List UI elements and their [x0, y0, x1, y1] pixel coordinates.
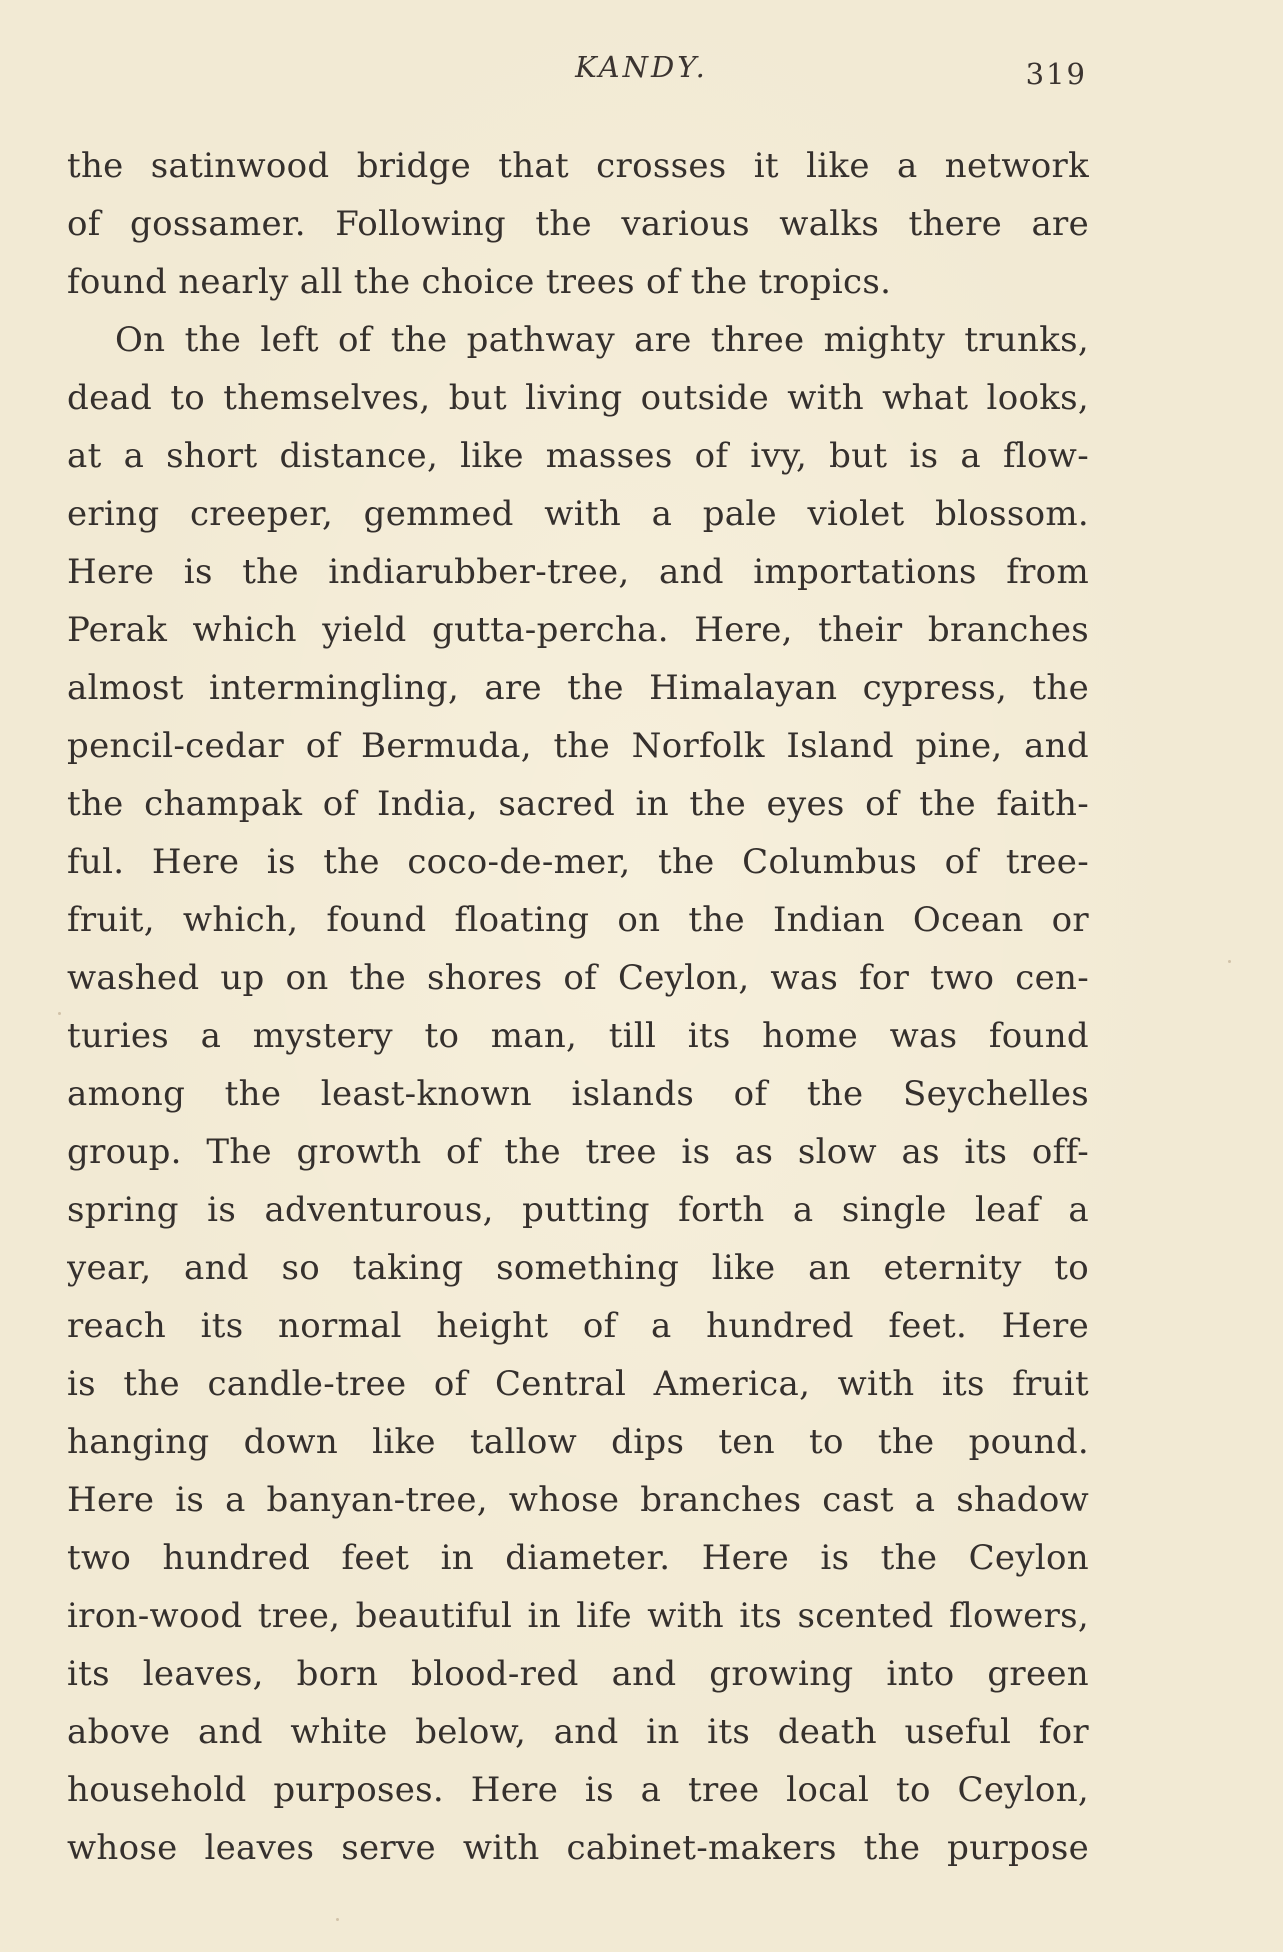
text-line: washed up on the shores of Ceylon, was for two cen-	[67, 958, 1089, 998]
text-line: the champak of India, sacred in the eyes of the faith-	[67, 784, 1089, 824]
text-line: at a short distance, like masses of ivy, but is a flow-	[67, 436, 1089, 476]
page-number: 319	[1025, 57, 1087, 91]
text-line: group. The growth of the tree is as slow as its off-	[67, 1132, 1089, 1172]
text-line: of gossamer. Following the various walks there are	[67, 204, 1089, 244]
text-line: hanging down like tallow dips ten to the pound.	[67, 1422, 1089, 1462]
text-line: among the least-known islands of the Seychelles	[67, 1074, 1089, 1114]
text-line: whose leaves serve with cabinet-makers the purpose	[67, 1828, 1089, 1868]
text-line: dead to themselves, but living outside with what looks,	[67, 378, 1089, 418]
paper-speck	[58, 1012, 61, 1015]
text-line: reach its normal height of a hundred feet. Here	[67, 1306, 1089, 1346]
text-line: almost intermingling, are the Himalayan cypress, the	[67, 668, 1089, 708]
text-line: iron-wood tree, beautiful in life with its scented flowers,	[67, 1596, 1089, 1636]
text-line: above and white below, and in its death useful for	[67, 1712, 1089, 1752]
text-line: its leaves, born blood-red and growing into green	[67, 1654, 1089, 1694]
text-line: two hundred feet in diameter. Here is the Ceylon	[67, 1538, 1089, 1578]
text-line: household purposes. Here is a tree local to Ceylon,	[67, 1770, 1089, 1810]
running-title: KANDY.	[575, 50, 708, 84]
text-line: ering creeper, gemmed with a pale violet blossom.	[67, 494, 1089, 534]
text-line: year, and so taking something like an eternity to	[67, 1248, 1089, 1288]
text-line: turies a mystery to man, till its home was found	[67, 1016, 1089, 1056]
text-line: Here is the indiarubber-tree, and importations from	[67, 552, 1089, 592]
paper-speck	[336, 1918, 339, 1921]
text-line: pencil-cedar of Bermuda, the Norfolk Island pine, and	[67, 726, 1089, 766]
paper-speck	[1228, 960, 1231, 963]
text-line: spring is adventurous, putting forth a single leaf a	[67, 1190, 1089, 1230]
text-line: fruit, which, found floating on the Indian Ocean or	[67, 900, 1089, 940]
text-line: is the candle-tree of Central America, with its fruit	[67, 1364, 1089, 1404]
running-head	[0, 50, 1283, 100]
text-line: ful. Here is the coco-de-mer, the Columbus of tree-	[67, 842, 1089, 882]
body-text	[67, 137, 1089, 1877]
text-line: the satinwood bridge that crosses it like a network	[67, 146, 1089, 186]
text-line: Perak which yield gutta-percha. Here, their branches	[67, 610, 1089, 650]
text-line: On the left of the pathway are three mighty trunks,	[115, 320, 1089, 360]
text-line: Here is a banyan-tree, whose branches cast a shadow	[67, 1480, 1089, 1520]
text-line: found nearly all the choice trees of the tropics.	[67, 262, 892, 302]
